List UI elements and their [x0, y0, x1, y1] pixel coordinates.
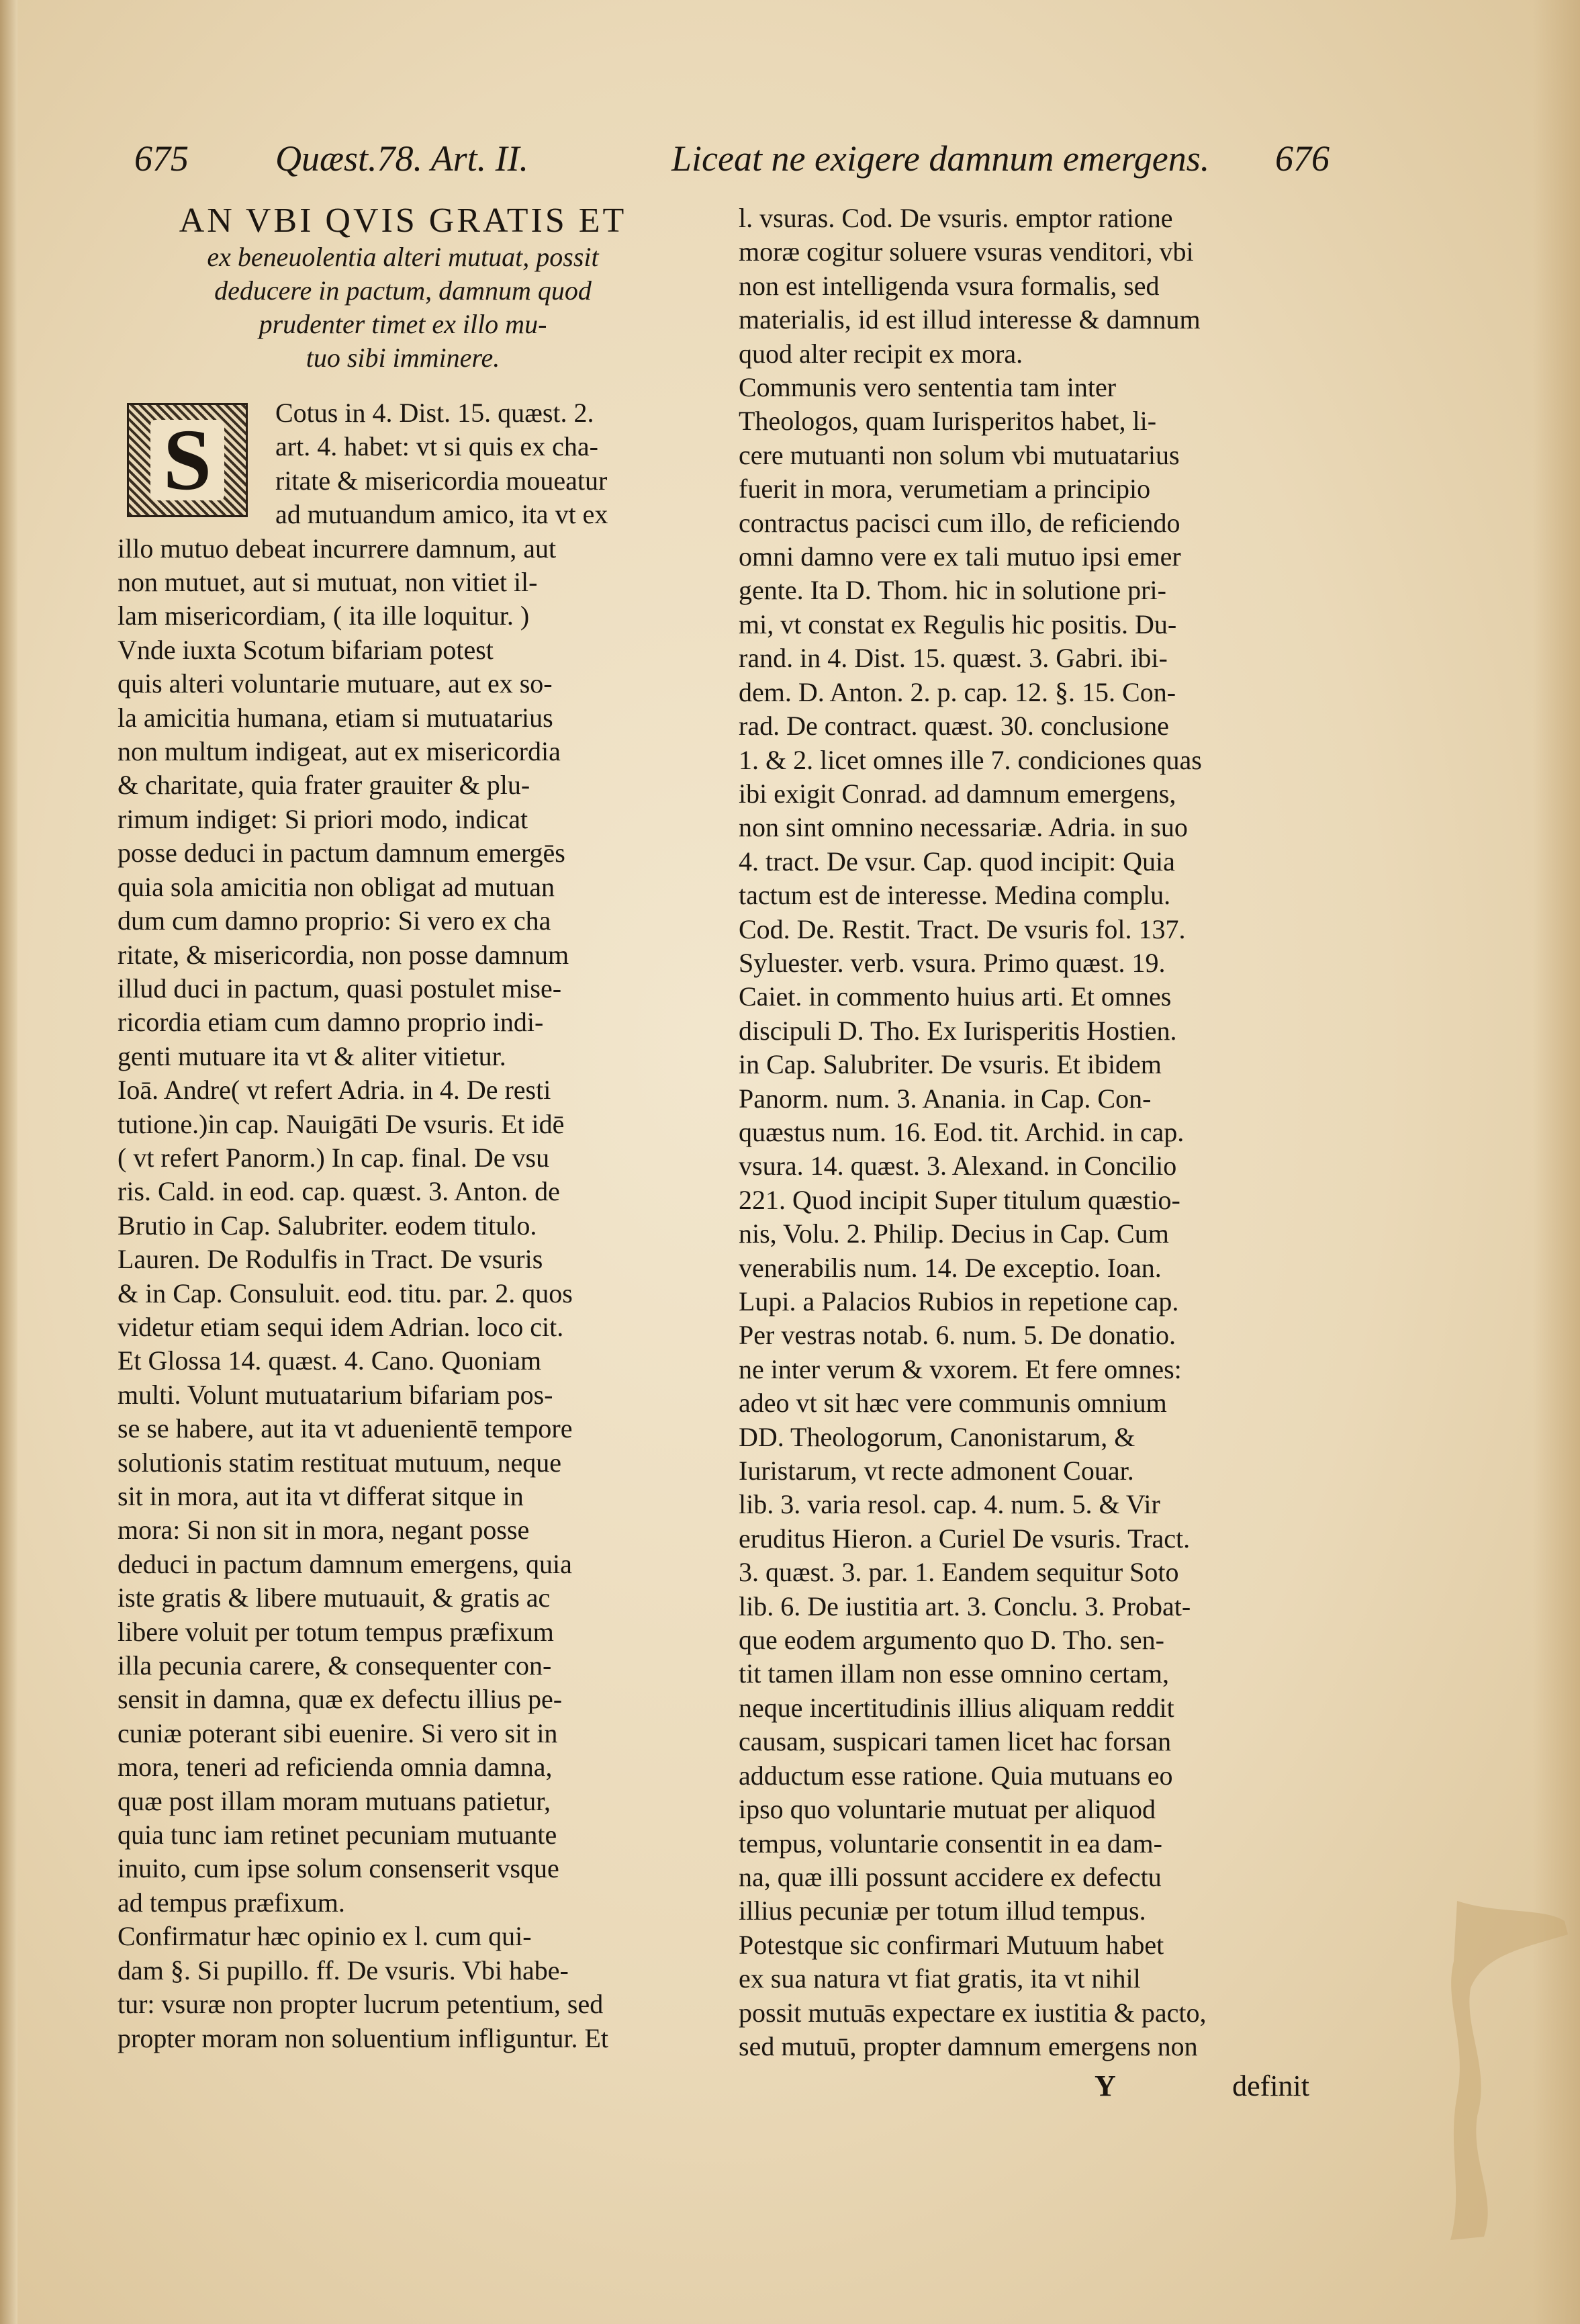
text-line: libere voluit per totum tempus præfixum — [118, 1616, 554, 1647]
text-line: ad tempus præfixum. — [118, 1887, 345, 1918]
text-line: lam misericordiam, ( ita ille loquitur. ) — [118, 600, 530, 631]
text-line: 3. quæst. 3. par. 1. Eandem sequitur Soto — [739, 1557, 1179, 1588]
text-line: tactum est de interesse. Medina complu. — [739, 880, 1171, 911]
heading-italic-line: prudenter timet ex illo mu- — [259, 309, 547, 339]
text-line: quia tunc iam retinet pecuniam mutuante — [118, 1820, 557, 1850]
catchline — [739, 2069, 1309, 2106]
text-line: DD. Theologorum, Canonistarum, & — [739, 1421, 1135, 1452]
text-line: que eodem argumento quo D. Tho. sen- — [739, 1625, 1164, 1656]
text-line: Communis vero sententia tam inter — [739, 372, 1117, 403]
text-line: non est intelligenda vsura formalis, sed — [739, 270, 1160, 301]
drop-cap-ornament — [127, 403, 248, 517]
text-line: solutionis statim restituat mutuum, neque — [118, 1447, 562, 1478]
text-line: ritate, & misericordia, non posse damnum — [118, 939, 569, 970]
text-line: illius pecuniæ per totum illud tempus. — [739, 1895, 1146, 1926]
text-line: fuerit in mora, verumetiam a principio — [739, 474, 1151, 504]
text-line: ( vt refert Panorm.) In cap. final. De vsu — [118, 1142, 550, 1173]
text-line: posse deduci in pactum damnum emergēs — [118, 838, 565, 868]
text-line: tutione.)in cap. Nauigāti De vsuris. Et idē — [118, 1108, 565, 1139]
text-line: Lauren. De Rodulfis in Tract. De vsuris — [118, 1244, 543, 1275]
text-line: causam, suspicari tamen licet hac forsan — [739, 1726, 1172, 1757]
text-line: neque incertitudinis illius aliquam reddit — [739, 1692, 1174, 1723]
text-line: materialis, id est illud interesse & damnum — [739, 304, 1201, 335]
text-line: sed mutuū, propter damnum emergens non — [739, 2030, 1198, 2061]
text-line: Brutio in Cap. Salubriter. eodem titulo. — [118, 1210, 537, 1241]
text-line: Syluester. verb. vsura. Primo quæst. 19. — [739, 947, 1166, 978]
right-column — [739, 202, 1309, 2063]
text-line: lib. 3. varia resol. cap. 4. num. 5. & Vir — [739, 1489, 1160, 1520]
drop-cap-letter: S — [150, 420, 224, 500]
text-line: rad. De contract. quæst. 30. conclusione — [739, 711, 1169, 742]
text-line: 221. Quod incipit Super titulum quæstio- — [739, 1184, 1180, 1215]
right-body-text — [739, 202, 1309, 2063]
text-line: adeo vt sit hæc vere communis omnium — [739, 1388, 1167, 1419]
text-line: tur: vsuræ non propter lucrum petentium, sed — [118, 1989, 604, 2020]
text-line: la amicitia humana, etiam si mutuatarius — [118, 702, 553, 733]
text-line: cuniæ poterant sibi euenire. Si vero sit in — [118, 1717, 558, 1748]
text-line: l. vsuras. Cod. De vsuris. emptor ratione — [739, 203, 1173, 233]
heading-caps: AN VBI QVIS GRATIS ET — [179, 202, 627, 240]
text-line: quæstus num. 16. Eod. tit. Archid. in cap. — [739, 1116, 1184, 1147]
text-line: Theologos, quam Iurisperitos habet, li- — [739, 406, 1157, 437]
text-line: mi, vt constat ex Regulis hic positis. Du- — [739, 609, 1177, 639]
text-line: vsura. 14. quæst. 3. Alexand. in Concilio — [739, 1151, 1177, 1181]
text-line: possit mutuās expectare ex iustitia & pacto, — [739, 1997, 1207, 2028]
text-line: ibi exigit Conrad. ad damnum emergens, — [739, 778, 1176, 809]
text-line: tit tamen illam non esse omnino certam, — [739, 1658, 1169, 1689]
text-line: contractus pacisci cum illo, de reficiendo — [739, 507, 1180, 538]
section-heading — [118, 202, 688, 375]
text-line: Vnde iuxta Scotum bifariam potest — [118, 634, 494, 665]
text-line: & in Cap. Consuluit. eod. titu. par. 2. quos — [118, 1278, 573, 1308]
question-label: Quæst.78. — [275, 138, 423, 179]
paper-tear-shape — [1444, 1894, 1571, 2243]
text-line: sensit in damna, quæ ex defectu illius pe- — [118, 1684, 563, 1715]
text-line: illa pecunia carere, & consequenter con- — [118, 1650, 552, 1681]
heading-italic-line: ex beneuolentia alteri mutuat, possit — [207, 242, 599, 272]
text-line: mora: Si non sit in mora, negant posse — [118, 1515, 530, 1546]
text-line: tempus, voluntarie consentit in ea dam- — [739, 1828, 1162, 1859]
text-line: Panorm. num. 3. Anania. in Cap. Con- — [739, 1083, 1152, 1114]
text-line: & charitate, quia frater grauiter & plu- — [118, 770, 530, 801]
text-line: ris. Cald. in eod. cap. quæst. 3. Anton. de — [118, 1176, 560, 1207]
text-line: Lupi. a Palacios Rubios in repetione cap. — [739, 1286, 1179, 1316]
text-line: multi. Volunt mutuatarium bifariam pos- — [118, 1379, 553, 1410]
text-line: non sint omnino necessariæ. Adria. in suo — [739, 812, 1188, 843]
text-line: 4. tract. De vsur. Cap. quod incipit: Quia — [739, 846, 1175, 877]
heading-italic-line: deducere in pactum, damnum quod — [214, 275, 592, 306]
text-line: Confirmatur hæc opinio ex l. cum qui- — [118, 1921, 532, 1952]
text-line: ricordia etiam cum damno proprio indi- — [118, 1007, 544, 1038]
text-line: ne inter verum & vxorem. Et fere omnes: — [739, 1353, 1182, 1384]
text-line: art. 4. habet: vt si quis ex cha- — [275, 431, 598, 462]
running-head — [134, 138, 1330, 191]
text-line: dum cum damno proprio: Si vero ex cha — [118, 905, 551, 936]
text-line: rand. in 4. Dist. 15. quæst. 3. Gabri. ibi- — [739, 643, 1168, 674]
text-line: Et Glossa 14. quæst. 4. Cano. Quoniam — [118, 1345, 542, 1376]
text-line: videtur etiam sequi idem Adrian. loco cit. — [118, 1311, 564, 1342]
heading-italic-line: tuo sibi imminere. — [306, 343, 500, 373]
text-line: adductum esse ratione. Quia mutuans eo — [739, 1760, 1173, 1791]
text-line: 1. & 2. licet omnes ille 7. condiciones quas — [739, 744, 1202, 775]
drop-cap-paragraph — [118, 396, 688, 532]
text-line: quis alteri voluntarie mutuare, aut ex so- — [118, 668, 553, 699]
text-line: genti mutuare ita vt & aliter vitietur. — [118, 1040, 506, 1071]
text-line: cere mutuanti non solum vbi mutuatarius — [739, 439, 1180, 470]
text-line: gente. Ita D. Thom. hic in solutione pri- — [739, 575, 1166, 606]
text-line: non multum indigeat, aut ex misericordia — [118, 736, 561, 767]
text-line: nis, Volu. 2. Philip. Decius in Cap. Cum — [739, 1218, 1169, 1249]
text-line: Potestque sic confirmari Mutuum habet — [739, 1929, 1164, 1960]
left-column — [118, 202, 688, 2055]
page-number-right: 676 — [1275, 138, 1330, 179]
running-head-question — [275, 138, 528, 179]
text-line: sit in mora, aut ita vt differat sitque in — [118, 1481, 524, 1511]
page-left-edge — [0, 0, 17, 2324]
text-line: venerabilis num. 14. De exceptio. Ioan. — [739, 1252, 1162, 1283]
running-head-title: Liceat ne exigere damnum emergens. — [671, 138, 1210, 179]
text-line: propter moram non soluentium infliguntur. Et — [118, 2022, 609, 2053]
text-line: lib. 6. De iustitia art. 3. Conclu. 3. Probat- — [739, 1591, 1191, 1621]
text-line: eruditus Hieron. a Curiel De vsuris. Tract. — [739, 1523, 1191, 1554]
text-line: ad mutuandum amico, ita vt ex — [275, 499, 608, 530]
text-line: moræ cogitur soluere vsuras venditori, vbi — [739, 236, 1194, 267]
text-line: quod alter recipit ex mora. — [739, 338, 1023, 369]
catchword: definit — [1232, 2069, 1309, 2102]
text-line: rimum indiget: Si priori modo, indicat — [118, 803, 528, 834]
text-line: quæ post illam moram mutuans patietur, — [118, 1785, 551, 1816]
text-line: ex sua natura vt fiat gratis, ita vt nihil — [739, 1963, 1141, 1994]
text-line: Caiet. in commento huius arti. Et omnes — [739, 981, 1172, 1012]
text-line: omni damno vere ex tali mutuo ipsi emer — [739, 541, 1181, 572]
text-line: Cod. De. Restit. Tract. De vsuris fol. 137. — [739, 913, 1186, 944]
page-number-left: 675 — [134, 138, 189, 179]
text-line: illo mutuo debeat incurrere damnum, aut — [118, 533, 557, 564]
text-line: deduci in pactum damnum emergens, quia — [118, 1548, 572, 1579]
text-line: dam §. Si pupillo. ff. De vsuris. Vbi habe- — [118, 1955, 569, 1985]
text-line: quia sola amicitia non obligat ad mutuan — [118, 871, 555, 902]
text-line: dem. D. Anton. 2. p. cap. 12. §. 15. Con- — [739, 676, 1176, 707]
text-line: Cotus in 4. Dist. 15. quæst. 2. — [275, 398, 594, 428]
article-label: Art. II. — [430, 138, 529, 179]
left-body-text — [118, 532, 688, 2055]
text-line: Ioā. Andre( vt refert Adria. in 4. De resti — [118, 1075, 551, 1106]
text-line: inuito, cum ipse solum consenserit vsque — [118, 1853, 559, 1884]
text-line: Iuristarum, vt recte admonent Couar. — [739, 1456, 1134, 1486]
text-line: non mutuet, aut si mutuat, non vitiet il- — [118, 567, 538, 598]
signature-mark: Y — [1095, 2069, 1116, 2102]
text-line: illud duci in pactum, quasi postulet mise- — [118, 973, 562, 1003]
text-line: Per vestras notab. 6. num. 5. De donatio. — [739, 1320, 1176, 1351]
text-line: mora, teneri ad reficienda omnia damna, — [118, 1752, 553, 1783]
text-line: na, quæ illi possunt accidere ex defectu — [739, 1861, 1162, 1892]
text-line: discipuli D. Tho. Ex Iurisperitis Hostien. — [739, 1015, 1177, 1046]
text-line: ritate & misericordia moueatur — [275, 465, 608, 496]
text-line: se se habere, aut ita vt aduenientē tempore — [118, 1413, 573, 1444]
text-line: in Cap. Salubriter. De vsuris. Et ibidem — [739, 1049, 1162, 1080]
text-line: iste gratis & libere mutuauit, & gratis ac — [118, 1582, 551, 1613]
text-line: ipso quo voluntarie mutuat per aliquod — [739, 1794, 1156, 1825]
